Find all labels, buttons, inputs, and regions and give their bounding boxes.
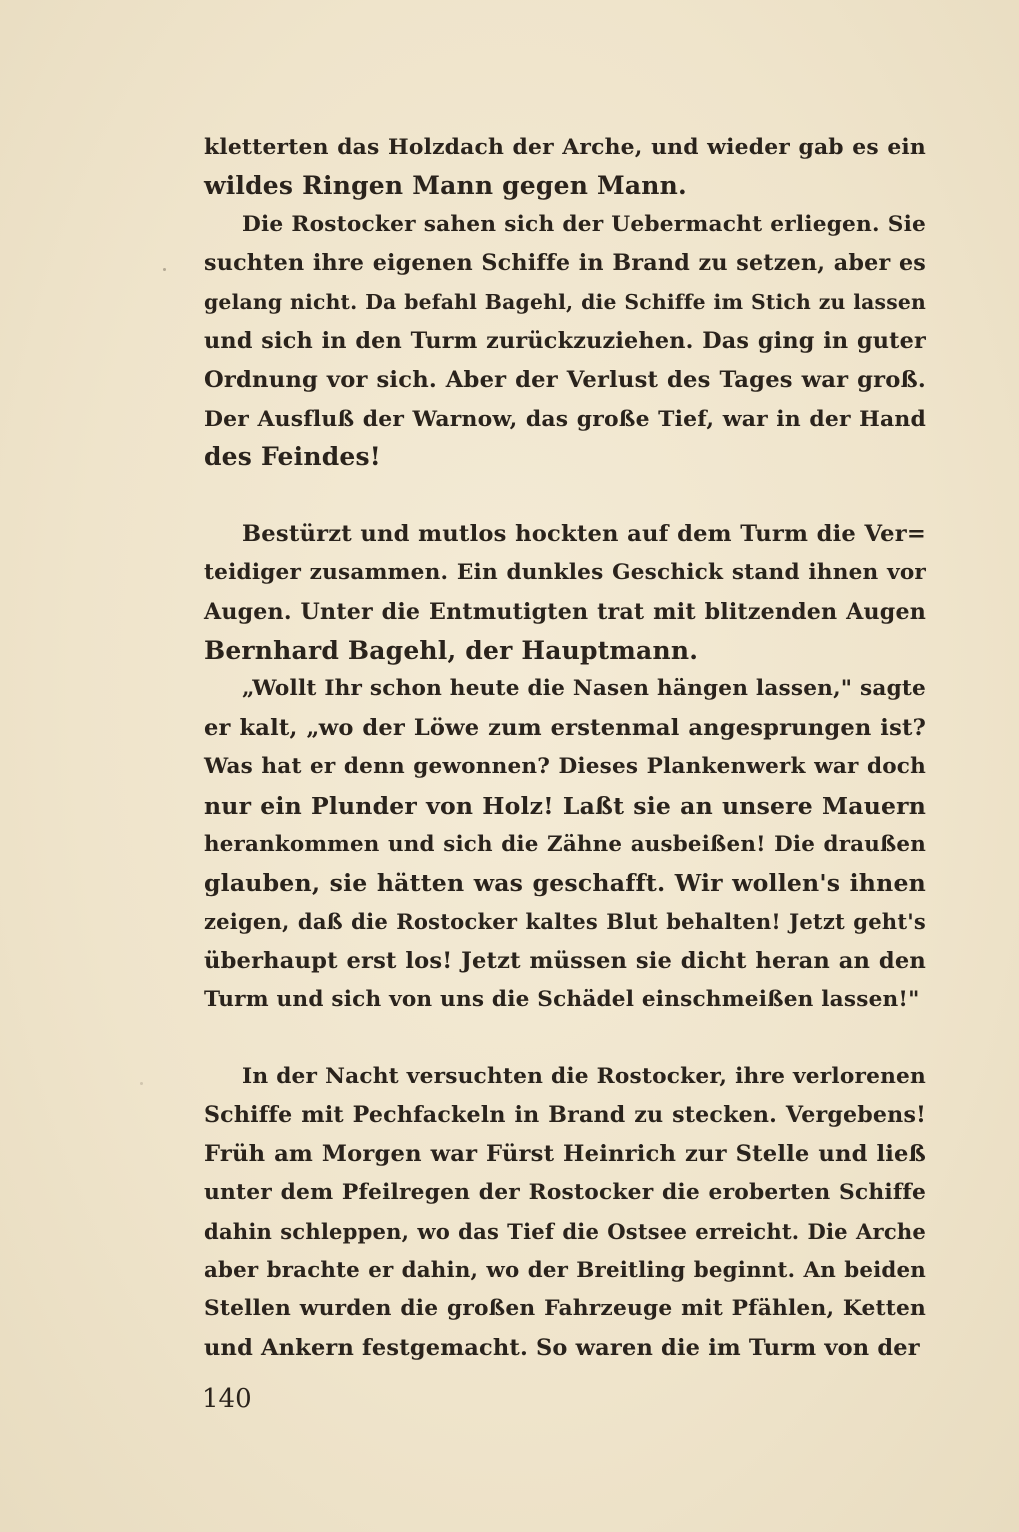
paper-speck	[163, 268, 166, 271]
text-line: herankommen und sich die Zähne ausbeißen! Die draußen	[204, 831, 926, 857]
paragraph	[204, 515, 926, 670]
text-line: Bestürzt und mutlos hockten auf dem Turm die Ver=	[242, 521, 926, 548]
text-line: und sich in den Turm zurückzuziehen. Das ging in guter	[204, 327, 926, 354]
text-line: „Wollt Ihr schon heute die Nasen hängen lassen," sagte	[242, 676, 926, 702]
text-line: gelang nicht. Da befahl Bagehl, die Schiffe im Stich zu lassen	[204, 290, 926, 315]
text-line: und Ankern festgemacht. So waren die im Turm von der	[204, 1335, 920, 1362]
text-line: wildes Ringen Mann gegen Mann.	[204, 170, 687, 200]
text-line: Bernhard Bagehl, der Hauptmann.	[204, 635, 699, 665]
text-line: In der Nacht versuchten die Rostocker, ihre verlorenen	[242, 1063, 926, 1089]
page-number: 140	[202, 1384, 252, 1414]
text-line: kletterten das Holzdach der Arche, und wieder gab es ein	[204, 134, 926, 160]
text-line: glauben, sie hätten was geschafft. Wir wollen's ihnen	[204, 869, 926, 898]
text-line: teidiger zusammen. Ein dunkles Geschick stand ihnen vor	[204, 559, 926, 585]
paper-speck	[140, 1082, 143, 1085]
text-line: zeigen, daß die Rostocker kaltes Blut behalten! Jetzt geht's	[204, 909, 926, 935]
text-line: Stellen wurden die großen Fahrzeuge mit Pfählen, Ketten	[204, 1296, 926, 1322]
paragraph	[204, 1058, 926, 1368]
text-line: dahin schleppen, wo das Tief die Ostsee erreicht. Die Arche	[204, 1218, 926, 1244]
paragraph	[204, 670, 926, 1019]
text-line: Ordnung vor sich. Aber der Verlust des Tages war groß.	[204, 366, 926, 393]
text-line: nur ein Plunder von Holz! Laßt sie an unsere Mauern	[204, 791, 926, 820]
text-line: Schiffe mit Pechfackeln in Brand zu stecken. Vergebens!	[204, 1102, 926, 1129]
text-line: er kalt, „wo der Löwe zum erstenmal angesprungen ist?	[204, 715, 926, 742]
text-line: Augen. Unter die Entmutigten trat mit blitzenden Augen	[204, 598, 926, 625]
text-line: Die Rostocker sahen sich der Uebermacht erliegen. Sie	[242, 211, 926, 237]
text-line: suchten ihre eigenen Schiffe in Brand zu setzen, aber es	[204, 250, 926, 277]
paragraph	[204, 206, 926, 478]
text-line: überhaupt erst los! Jetzt müssen sie dicht heran an den	[204, 947, 926, 974]
text-line: unter dem Pfeilregen der Rostocker die eroberten Schiffe	[204, 1179, 926, 1205]
text-line: Der Ausfluß der Warnow, das große Tief, war in der Hand	[204, 405, 926, 432]
body-text	[204, 128, 926, 1368]
text-line: Früh am Morgen war Fürst Heinrich zur Stelle und ließ	[204, 1141, 926, 1168]
text-line: Turm und sich von uns die Schädel einschmeißen lassen!"	[204, 986, 920, 1012]
paragraph	[204, 128, 926, 206]
text-line: Was hat er denn gewonnen? Dieses Plankenwerk war doch	[204, 753, 926, 779]
text-line: aber brachte er dahin, wo der Breitling beginnt. An beiden	[204, 1257, 926, 1283]
text-line: des Feindes!	[204, 442, 381, 472]
